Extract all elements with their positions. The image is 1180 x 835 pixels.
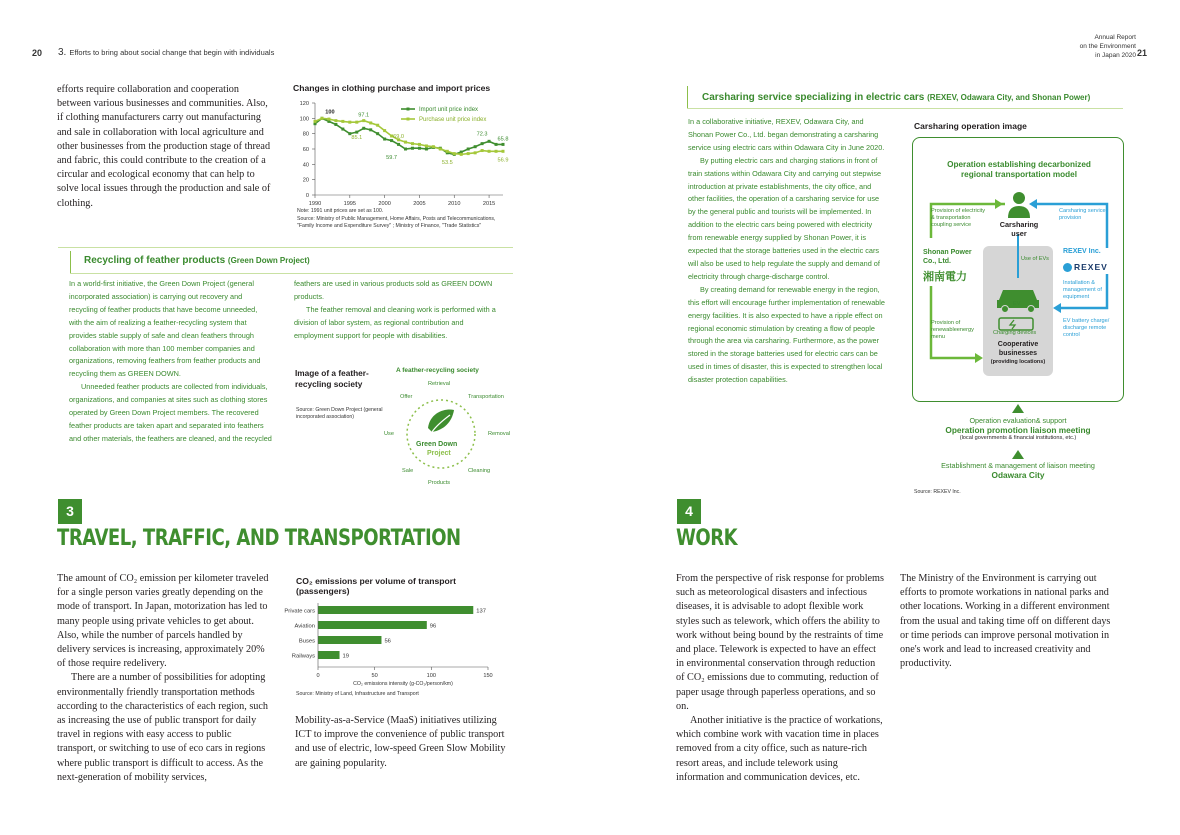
renewable-label: Provision of renewableenergy menu xyxy=(931,320,974,340)
data-label: 72.3 xyxy=(476,131,488,138)
data-point xyxy=(474,145,477,148)
model-title-2: regional transportation model xyxy=(960,170,1077,179)
data-label: 100 xyxy=(325,109,335,116)
data-point xyxy=(355,131,358,134)
bar xyxy=(318,651,340,659)
data-point xyxy=(495,143,498,146)
x-tick-label: 2015 xyxy=(482,201,496,207)
data-label: 59.7 xyxy=(386,155,398,162)
co2-bar-chart xyxy=(283,601,513,691)
section-3-p1: The amount of CO₂ emission per kilometer traveled for a single person varies greatly depending on the mode of transport. In Japan, motorization has led to many people using private vehicles to get about. Also, while the number of parcels handled by delivery services is increasing, approximately 20% of those require redelivery. xyxy=(57,573,269,670)
data-point xyxy=(362,119,365,122)
clothing-chart-source: Source: Ministry of Public Management, Home Affairs, Posts and Telecommunications, "Family Income and Expenditure Survey" ; Ministry of Finance, "Trade Statistics" xyxy=(297,216,496,229)
data-point xyxy=(488,150,491,153)
data-point xyxy=(320,117,323,120)
data-point xyxy=(418,143,421,146)
feather-title-suffix: (Green Down Project) xyxy=(227,256,310,265)
section-3-title: TRAVEL, TRAFFIC, AND TRANSPORTATION xyxy=(57,526,461,551)
establish-line-2: Odawara City xyxy=(991,470,1045,480)
legend-marker xyxy=(407,108,410,111)
cycle-label-retrieval: Retrieval xyxy=(428,381,451,387)
data-point xyxy=(397,143,400,146)
carsharing-p2: By putting electric cars and charging stations in front of train stations within Odawara City and carrying out stepwise introduction at private establishments, the city office, and other facilities, the operation of a carsharing service for use by the general public and tourists will be implemented. In addition to the electric cars being powered with electricity from renewable energy supplied by Shonan Power, it is expected that the storage batteries used in the electric cars will also be used to help regulate the supply and demand of electricity through charge-discharge control. xyxy=(688,155,882,281)
clothing-chart-title: Changes in clothing purchase and import prices xyxy=(293,83,491,93)
feather-image-label: Image of a feather-recycling society xyxy=(295,368,369,389)
report-title-line: on the Environment xyxy=(1079,43,1136,50)
user-label-1: Carsharing xyxy=(999,220,1039,229)
feather-col2-p2: The feather removal and cleaning work is performed with a division of labor system, as regional contribution and employment support for people with disabilities. xyxy=(294,304,496,340)
install-label: Installation & management of equipment xyxy=(1063,280,1102,300)
data-point xyxy=(314,120,317,123)
cycle-leaf-icon xyxy=(428,410,454,432)
data-point xyxy=(446,150,449,153)
carsharing-box-title-rule xyxy=(687,108,1123,109)
feather-cycle-diagram xyxy=(380,366,515,491)
section-3-col2 xyxy=(295,714,509,771)
charging-label: Charging devices xyxy=(993,330,1037,336)
clothing-chart xyxy=(293,83,515,233)
data-point xyxy=(467,148,470,151)
shonan-label-2: Co., Ltd. xyxy=(923,258,951,265)
establish-line-1: Establishment & management of liaison meeting xyxy=(941,461,1095,470)
coop-label-3: (providing locations) xyxy=(990,359,1046,365)
coop-label xyxy=(983,341,1053,367)
data-point xyxy=(411,142,414,145)
x-tick-label: 150 xyxy=(483,673,493,679)
data-point xyxy=(383,138,386,141)
x-tick-label: 100 xyxy=(426,673,437,679)
data-label: 69.0 xyxy=(393,134,405,141)
y-tick-label: 100 xyxy=(299,116,309,123)
data-point xyxy=(334,119,337,122)
y-tick-label: 120 xyxy=(299,101,309,107)
data-point xyxy=(502,150,505,153)
establish-block xyxy=(912,461,1124,480)
bar xyxy=(318,636,381,644)
co2-chart-source: Source: Ministry of Land, Infrastructure and Transport xyxy=(296,691,419,697)
right-page-number: 21 xyxy=(1137,48,1148,58)
carsharing-p1: In a collaborative initiative, REXEV, Odawara City, and Shonan Power Co., Ltd. began demonstrating a carsharing service using electric cars within Odawara City in June 2020. xyxy=(688,117,885,152)
bar-value-label: 56 xyxy=(384,638,391,645)
feather-col1-p2: Unneeded feather products are collected from individuals, organizations, and companies at sites such as clothing stores operated by Green Down Project members. The recovered feather products are taken apart and separated into feathers and other materials, the feathers are cleaned, and the recycled xyxy=(69,382,272,443)
data-point xyxy=(460,153,463,156)
y-tick-label: 80 xyxy=(302,131,309,138)
shonan-logo: 湘南電力 xyxy=(923,271,967,283)
intro-paragraph xyxy=(57,83,271,211)
feather-col1-p1: In a world-first initiative, the Green Down Project (general incorporated association) is carrying out recovery and recycling of feather products that have become unneeded, with the aim of realizing a feather-recycling system that provides stable supply of safe and clean feathers through collaboration with more than 100 member companies and organizations, removing feathers from feather products and recycling them as GREEN DOWN. xyxy=(69,279,261,379)
user-icon xyxy=(1008,192,1030,218)
data-point xyxy=(467,152,470,155)
x-tick-label: 1990 xyxy=(308,201,322,207)
bar-value-label: 19 xyxy=(342,653,349,660)
shonan-label xyxy=(923,248,972,266)
y-tick-label: 0 xyxy=(305,193,309,199)
report-title-line: in Japan 2020 xyxy=(1095,52,1136,59)
bar xyxy=(318,606,473,614)
data-point xyxy=(334,123,337,126)
support-line-3: (local governments & financial institutions, etc.) xyxy=(959,435,1077,441)
carsharing-diagram-title: Carsharing operation image xyxy=(914,121,1027,131)
clothing-line-chart xyxy=(293,99,515,207)
rexev-logo-icon xyxy=(1063,263,1072,272)
data-point xyxy=(481,149,484,152)
user-label-2: user xyxy=(1011,229,1027,238)
x-tick-label: 2005 xyxy=(413,201,426,207)
cycle-label-offer: Offer xyxy=(400,394,413,400)
section-4-col2 xyxy=(900,572,1116,671)
feather-col2-p1: feathers are used in various products sold as GREEN DOWN products. xyxy=(294,279,493,301)
carsharing-provision-label: Carsharing service provision xyxy=(1059,208,1106,221)
co2-chart-title-line1: CO₂ emissions per volume of transport xyxy=(296,576,456,586)
model-title-1: Operation establishing decarbonized xyxy=(947,160,1091,169)
cycle-label-cleaning: Cleaning xyxy=(468,468,491,474)
chapter-title: Efforts to bring about social change that begin with individuals xyxy=(69,48,275,57)
data-point xyxy=(488,140,491,143)
rexev-logo-text: REXEV xyxy=(1074,262,1108,272)
data-point xyxy=(474,151,477,154)
section-3-col1 xyxy=(57,572,271,785)
data-point xyxy=(348,121,351,124)
section-4-p2: Another initiative is the practice of workations, which combine work with vacation time in places removed from a city office, such as nature-rich resort areas, and include telework using information and communication devices, etc. xyxy=(676,715,883,783)
data-point xyxy=(439,148,442,151)
battery-label: EV battery charge/ discharge remote control xyxy=(1063,318,1110,338)
shonan-label-1: Shonan Power xyxy=(923,249,972,256)
data-point xyxy=(404,148,407,151)
feather-image-source: Source: Green Down Project (general incorporated association) xyxy=(296,407,383,420)
model-title xyxy=(913,160,1124,180)
x-tick-label: 0 xyxy=(316,673,320,679)
clothing-chart-note: Note: 1991 unit prices are set as 100. xyxy=(297,208,384,214)
section-3-number: 3 xyxy=(58,499,82,524)
support-line-1: Operation evaluation& support xyxy=(969,416,1067,425)
bar-category-label: Buses xyxy=(298,638,315,645)
bar-category-label: Private cars xyxy=(284,608,315,615)
y-tick-label: 20 xyxy=(302,177,309,184)
report-title-line: Annual Report xyxy=(1094,34,1136,41)
section-4-p1: From the perspective of risk response for problems such as meteorological disasters and infectious diseases, it is advisable to adopt flexible work styles such as telework, which offers the ability to work without being bound by the restraints of time and place. Telework is expected to have an effect in environmental conservation through reduction of CO₂ emissions due to commuting, reduction of paper usage through paperless operations, and so on. xyxy=(676,573,884,712)
carsharing-p3: By creating demand for renewable energy in the region, this effort will encourage further implementation of renewable energy facilities. It is also expected to have a ripple effect on regional economic stimulation by creating a flow of people through the area via carsharing. Furthermore, as the power stored in the storage batteries used for electric cars can be used in times of disaster, this is expected to strengthen local disaster protection capabilities. xyxy=(688,284,885,385)
co2-chart xyxy=(283,576,513,701)
co2-chart-title-line2: (passengers) xyxy=(296,586,350,596)
section-4-p3: The Ministry of the Environment is carrying out efforts to promote workations in national parks and other locations. Working in a different environment from the usual and taking time off on different days or time periods can improve personal motivation in one's work and lead to increased creativity and productivity. xyxy=(900,573,1111,670)
data-point xyxy=(404,141,407,144)
data-point xyxy=(376,132,379,135)
bar-value-label: 137 xyxy=(476,608,486,615)
intro-text: efforts require collaboration and cooperation between various businesses and communities. Also, if clothing manufacturers carry out manufacturing and sale in collaboration with local agriculture and other businesses from the production stage of thread and fabric, this could contribute to the creation of a circular and ecological economy that can help to solve local issues through the production and sale of clothing. xyxy=(57,84,271,209)
rexev-label: REXEV Inc. xyxy=(1063,248,1101,255)
carsharing-text xyxy=(688,116,888,387)
y-tick-label: 60 xyxy=(302,147,309,153)
up-arrow-1 xyxy=(1012,404,1024,413)
bar-category-label: Aviation xyxy=(294,623,315,630)
data-point xyxy=(341,128,344,131)
data-point xyxy=(369,121,372,124)
data-point xyxy=(341,120,344,123)
feather-col1 xyxy=(69,278,272,446)
cycle-center-label-2: Project xyxy=(427,450,451,457)
carsharing-diagram xyxy=(912,137,1124,402)
carsharing-source: Source: REXEV Inc. xyxy=(914,489,961,495)
data-point xyxy=(502,143,505,146)
data-label: 85.1 xyxy=(351,134,363,141)
section-4-col1 xyxy=(676,572,886,785)
feather-box-title xyxy=(84,255,310,266)
feather-box-accent xyxy=(70,251,71,273)
section-4-number: 4 xyxy=(677,499,701,524)
legend-marker xyxy=(407,118,410,121)
x-tick-label: 50 xyxy=(371,673,378,679)
cycle-label-removal: Removal xyxy=(488,431,511,437)
data-point xyxy=(418,147,421,150)
feather-col2 xyxy=(294,278,497,343)
data-point xyxy=(355,121,358,124)
data-point xyxy=(453,152,456,155)
feather-box-title-rule xyxy=(70,273,513,274)
feather-title-main: Recycling of feather products xyxy=(84,255,226,266)
section-3-p2: There are a number of possibilities for adopting environmentally friendly transportation methods according to the characteristics of each region, such as increasing the use of public transport for daily travel in regions with easy access to public transport, or switching to use of eco cars in regions where public transport is difficult to access. As the next-generation of mobility services, xyxy=(57,672,269,783)
ev-label: EV xyxy=(1013,301,1021,307)
x-tick-label: 2010 xyxy=(448,201,461,207)
chapter-header xyxy=(58,47,274,58)
carsharing-title-main: Carsharing service specializing in electric cars xyxy=(702,92,925,103)
data-point xyxy=(425,148,428,151)
data-point xyxy=(327,118,330,121)
coop-label-1: Cooperative xyxy=(997,341,1039,348)
x-tick-label: 2000 xyxy=(378,201,391,207)
data-point xyxy=(432,145,435,148)
rexev-logo xyxy=(1063,260,1121,274)
support-line-2: Operation promotion liaison meeting xyxy=(945,425,1091,435)
data-label: 97.1 xyxy=(358,112,370,119)
co2-chart-title xyxy=(296,576,456,596)
data-point xyxy=(495,150,498,153)
data-point xyxy=(362,127,365,130)
data-point xyxy=(369,128,372,131)
chapter-number: 3. xyxy=(58,47,67,58)
provision-coupling-label: Provision of electricity & transportation coupling service xyxy=(931,208,986,228)
data-point xyxy=(411,147,414,150)
left-page-number: 20 xyxy=(32,48,43,58)
data-label: 53.5 xyxy=(441,159,453,166)
x-axis-label: CO₂ emissions intensity (g-CO₂/person/km) xyxy=(353,681,453,687)
carsharing-title-suffix: (REXEV, Odawara City, and Shonan Power) xyxy=(927,93,1091,102)
bar-value-label: 96 xyxy=(429,623,437,630)
data-point xyxy=(376,124,379,127)
cycle-label-use: Use xyxy=(384,431,394,437)
coop-label-2: businesses xyxy=(998,349,1038,357)
legend-label: Import unit price index xyxy=(419,107,479,114)
x-tick-label: 1995 xyxy=(343,201,357,207)
bar xyxy=(318,621,427,629)
carsharing-box-accent xyxy=(687,86,688,108)
data-label: 56.9 xyxy=(497,157,509,164)
carsharing-box-title xyxy=(702,92,1090,103)
data-label: 65.8 xyxy=(497,136,509,143)
cycle-label-transportation: Transportation xyxy=(468,394,504,400)
support-block xyxy=(912,416,1124,441)
data-point xyxy=(383,129,386,132)
y-tick-label: 40 xyxy=(302,162,309,169)
cycle-label-products: Products xyxy=(428,480,451,486)
series-line xyxy=(315,118,503,154)
report-title xyxy=(1016,33,1136,60)
use-of-evs-label: Use of EVs xyxy=(1021,256,1049,262)
user-label xyxy=(993,220,1045,238)
data-point xyxy=(481,142,484,145)
cycle-center-label-1: Green Down xyxy=(416,441,458,448)
up-arrow-2 xyxy=(1012,450,1024,459)
feather-cycle-title: A feather-recycling society xyxy=(396,367,479,374)
section-4-title: WORK xyxy=(676,526,738,551)
feather-box-top-rule xyxy=(58,247,513,248)
data-point xyxy=(425,144,428,147)
bar-category-label: Railways xyxy=(291,653,315,660)
section-3-p3: Mobility-as-a-Service (MaaS) initiatives utilizing ICT to improve the convenience of public transport and use of electric, low-speed Green Slow Mobility are gaining popularity. xyxy=(295,715,506,769)
cycle-label-sale: Sale xyxy=(402,468,414,474)
legend-label: Purchase unit price index xyxy=(419,117,487,124)
